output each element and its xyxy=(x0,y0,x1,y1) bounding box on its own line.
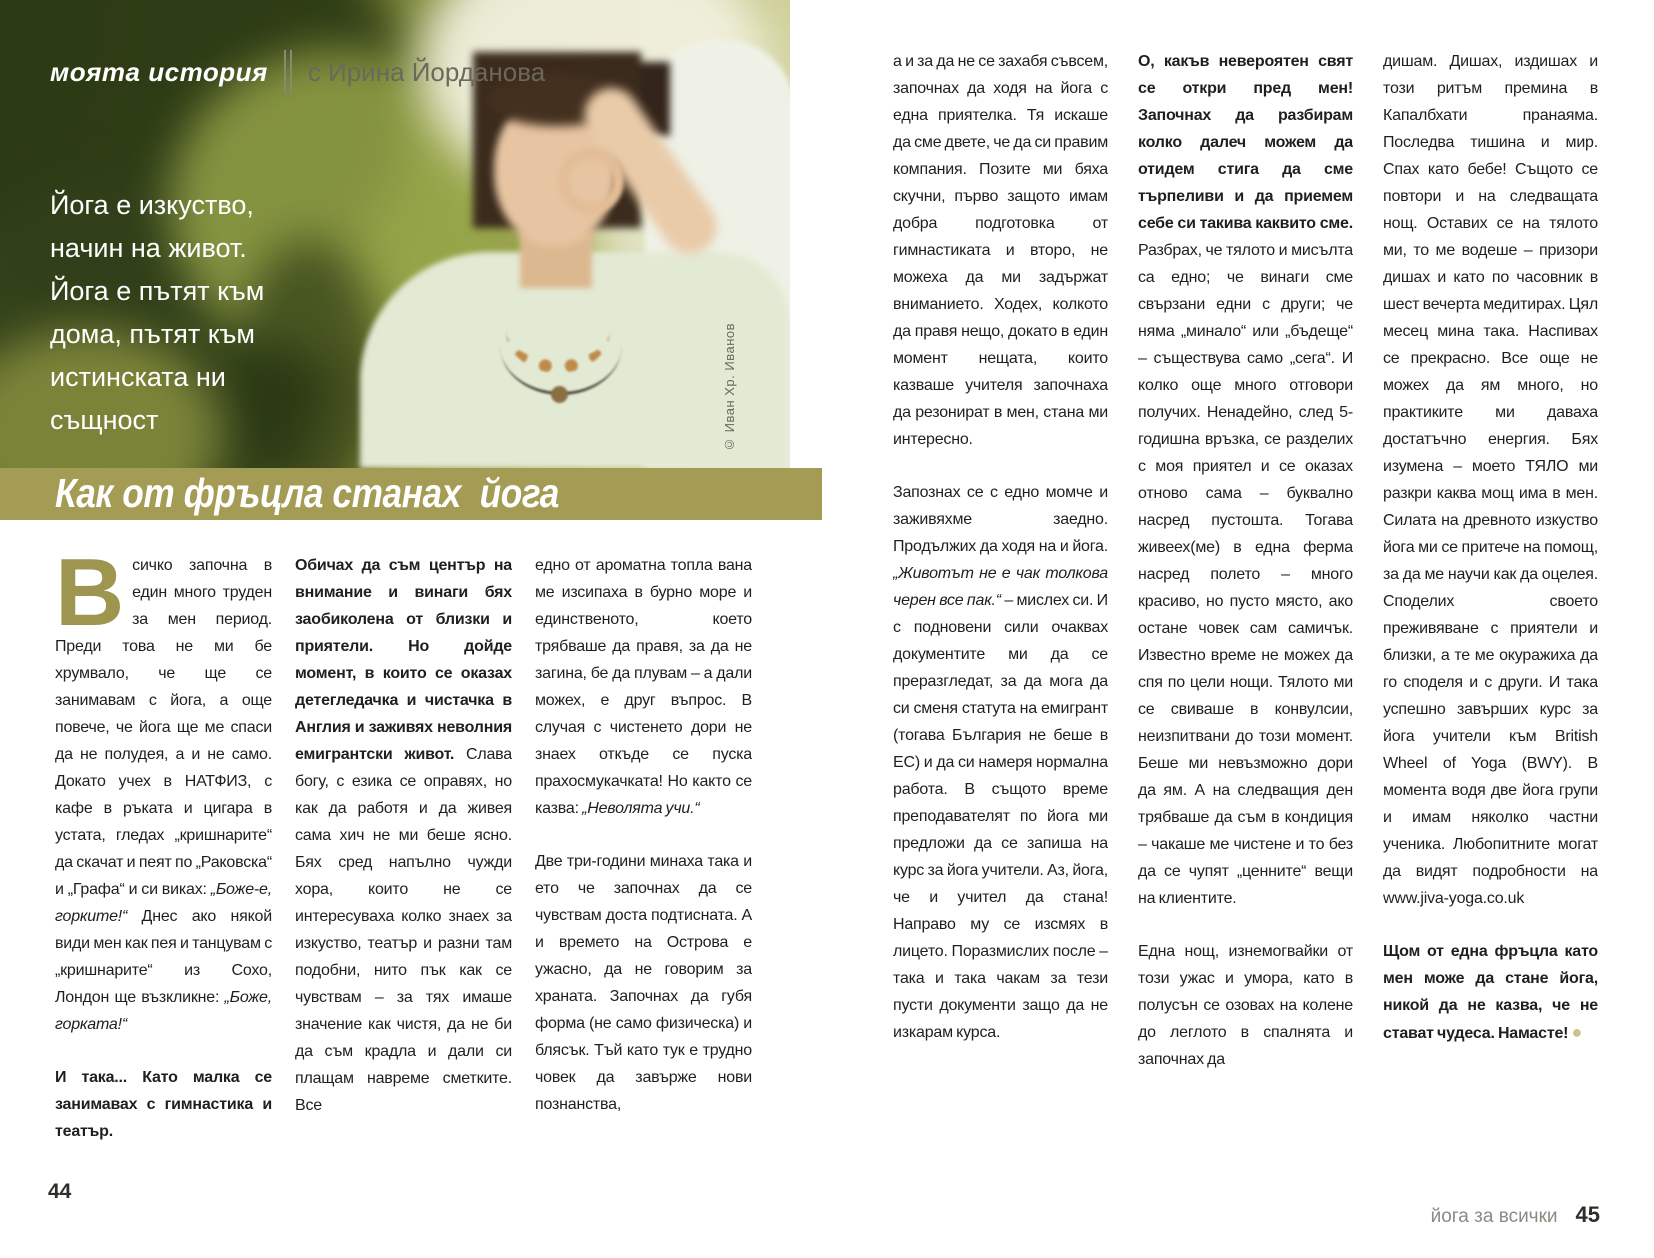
body-text-run: Днес ако някой види мен как пея и танцувам с „кришнарите“ из Сохо, Лондон ще възкликне: xyxy=(55,908,272,1006)
article-column-right-3 xyxy=(1383,48,1598,1182)
body-text-run: „Боже-е, горките!“ xyxy=(55,881,272,925)
body-text-run: О, какъв невероятен свят се откри пред мен! Започнах да разбирам колко далеч можем да отидем стига да сме търпеливи и да приемем себе си такива каквито сме. xyxy=(1138,53,1353,232)
body-text-run: ● xyxy=(1571,1022,1583,1042)
right-page-body xyxy=(893,48,1598,1182)
body-text-run: „Животът не е чак толкова черен все пак.“ xyxy=(893,565,1108,609)
byline: с Ирина Йорданова xyxy=(307,56,546,87)
double-rule-separator xyxy=(284,50,292,94)
paragraph xyxy=(893,48,1108,453)
body-text-run: „Боже, горката!“ xyxy=(55,989,272,1033)
photo-credit: © Иван Хр. Иванов xyxy=(722,322,737,452)
body-text-run: И така... Като малка се занимавах с гимнастика и театър. xyxy=(55,1069,272,1140)
pull-quote: Йога е изкуство, начин на живот. Йога е пътят към дома, пътят към истинската ни същност xyxy=(50,190,265,435)
paragraph xyxy=(55,552,272,1038)
article-headline: Как от фръцла станах йога xyxy=(55,470,559,516)
paragraph xyxy=(1138,938,1353,1073)
body-text-run: Запознах се с едно момче и заживяхме заедно. Продължих да ходя на и йога. xyxy=(893,484,1108,555)
body-text-run: Щом от една фръцла като мен може да стане йога, никой да не казва, че не стават чудеса. Намасте! xyxy=(1383,943,1598,1042)
right-page-footer xyxy=(1380,1202,1600,1228)
magazine-title: йога за всички xyxy=(1430,1206,1558,1227)
body-text-run: Разбрах, че тялото и мисълта са едно; че винаги сме свързани едни с други; че няма „минало“ или „бъдеще“ – съществува само „сега“. И колко още много отговори получих. Ненадейно, след 5-годишна връзка, се разделих с моя приятел и се оказах отново сама – буквално насред пустошта. Тогава живеех(ме) в една ферма насред полето – много красиво, но пусто място, ако остане човек сам самичък. Известно време не можех да спя по цели нощи. Тялото ми се свиваше в конвулсии, неизпитвани до този момент. Беше ми невъзможно дори да ям. А на следващия ден трябваше да съм в кондиция – чакаше ме чистене и то без да се чупят „ценните“ вещи на клиентите. xyxy=(1138,242,1353,907)
page-number-right: 45 xyxy=(1575,1202,1600,1227)
body-text-run: дишам. Дишах, издишах и този ритъм премина в Капалбхати пранаяма. Последва тишина и мир. Спах като бебе! Същото се повтори и на следващата нощ. Оставих се на тялото ми, то ме водеше – призори дишах и като по часовник в шест вечерта медитирах. Цял месец мина така. Наспивах се прекрасно. Все още не можех да ям много, но практиките ми даваха достатъчно енергия. Бях изумена – моето ТЯЛО ми разкри каква мощ има в мен. Силата на древното изкуство йога ми се притече на помощ, за да ме научи как да оцелея. Споделих своето преживяване с приятели и близки, а те ме окуражиха да го споделя и с други. И така успешно завърших курс за йога учители към British Wheel of Yoga (BWY). В момента водя две йога групи и имам няколко частни ученика. Любопитните могат да видят подробности на www.jiva-yoga.co.uk xyxy=(1383,53,1598,907)
paragraph xyxy=(1383,48,1598,912)
body-text-run: а и за да не се захабя съвсем, започнах да ходя на йога с една приятелка. Тя искаше да сме двете, че да си правим компания. Позите ми бяха скучни, първо защото имам добра подготовка от гимнастиката и второ, не можеха да ми задържат вниманието. Ходех, колкото да правя нещо, докато в един момент нещата, които казваше учителя започнаха да резонират в мен, стана ми интересно. xyxy=(893,53,1108,448)
paragraph xyxy=(893,479,1108,1046)
body-text-run: Обичах да съм център на внимание и винаги бях заобиколена от близки и приятели. Но дойде момент, в които се оказах детегледачка и чистачка в Англия и заживях неволния емигрантски живот. xyxy=(295,557,512,763)
article-column-left-3 xyxy=(535,552,752,1202)
article-column-left-1 xyxy=(55,552,272,1202)
page-number-left: 44 xyxy=(48,1180,72,1203)
paragraph xyxy=(535,848,752,1118)
body-text-run: едно от ароматна топла вана ме изсипаха в бурно море и единственото, което трябваше да правя, за да не загина, бе да плувам – а дали можех, е друг въпрос. В случая с чистенето дори не знаех откъде се пуска прахосмукачката! Но както се казва: xyxy=(535,557,752,817)
body-text-run: Една нощ, изнемогвайки от този ужас и умора, като в полусън се озовах на колене до леглото в спалнята и започнах да xyxy=(1138,943,1353,1068)
body-text-run: Две три-години минаха така и ето че започнах да се чувствам доста подтисната. А и времето на Острова е ужасно, да не говорим за храната. Започнах да губя форма (не само физическа) и блясък. Тъй като тук е трудно човек да завърже нови познанства, xyxy=(535,853,752,1113)
article-column-right-1 xyxy=(893,48,1108,1182)
article-photo xyxy=(0,0,790,468)
paragraph xyxy=(295,552,512,1119)
headline-banner xyxy=(0,468,822,520)
left-page-body xyxy=(55,552,752,1202)
section-header xyxy=(50,50,545,94)
paragraph xyxy=(55,1064,272,1145)
article-column-right-2 xyxy=(1138,48,1353,1182)
necklace-pendant xyxy=(551,386,568,403)
paragraph xyxy=(1383,938,1598,1047)
paragraph xyxy=(535,552,752,822)
article-column-left-2 xyxy=(295,552,512,1202)
body-text-run: Слава богу, с езика се оправях, но как да работя и да живея сама хич не ми беше ясно. Бях сред напълно чужди хора, които не се интересуваха колко знаех за изкуство, театър и разни там подобни, нито пък как се чувствам – за тях имаше значение как чистя, да не би да съм крадла и дали си плащам навреме сметките. Все xyxy=(295,746,512,1114)
section-kicker: моята история xyxy=(50,56,268,87)
paragraph xyxy=(1138,48,1353,912)
ok-gesture-ring xyxy=(558,148,624,214)
body-text-run: „Неволята учи.“ xyxy=(582,800,700,817)
bead-necklace xyxy=(506,288,610,373)
body-text-run: – мислех си. И с подновени сили очаквах документите ми да се преразгледат, за да мога да си сменя статута на емигрант (тогава България не беше в ЕС) и да си намеря нормална работа. В същото време преподавателят по йога ми предложи да се запиша на курс за йога учители. Аз, йога, че и учител да стана! Направо му се изсмях в лицето. Поразмислих после – така и така чакам за тези пусти документи защо да не изкарам курса. xyxy=(893,592,1108,1041)
body-text-run: сичко започна в един много труден за мен период. Преди това не ми бе хрумвало, че ще се занимавам с йога, а още повече, че йога ще ме спаси да не полудея, а и не само. Докато учех в НАТФИЗ, с кафе в ръката и цигара в устата, гледах „кришнарите“ да скачат и пеят по „Раковска“ и „Графа“ и си виках: xyxy=(55,557,272,898)
drop-cap: В xyxy=(55,552,125,646)
